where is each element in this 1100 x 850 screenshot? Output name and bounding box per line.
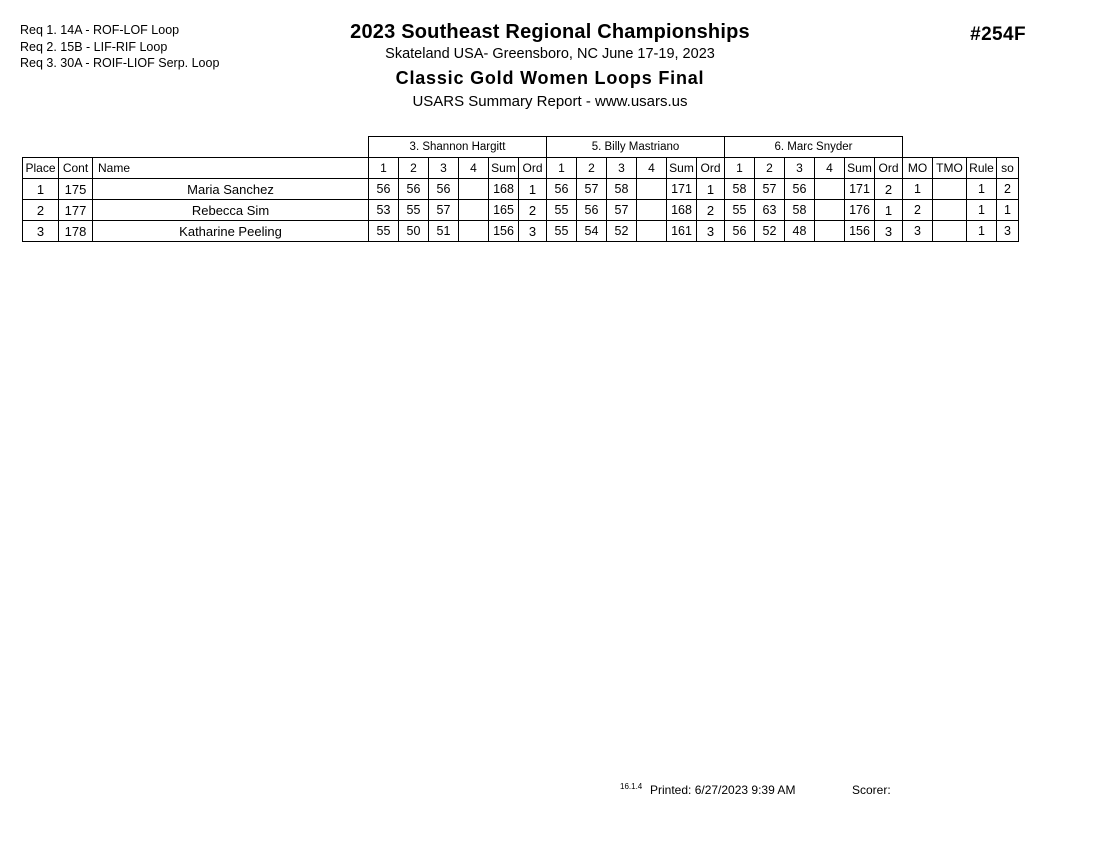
header-j2-score-1: 1 [547, 158, 577, 179]
header-j1-score-2: 2 [399, 158, 429, 179]
cell-j2-score-4 [637, 179, 667, 200]
header-j2-score-2: 2 [577, 158, 607, 179]
cell-j3-score-2: 52 [755, 221, 785, 242]
spacer-cell [93, 137, 369, 158]
cell-cont: 178 [59, 221, 93, 242]
judge-label-2: 5. Billy Mastriano [547, 137, 725, 158]
judge-label-1: 3. Shannon Hargitt [369, 137, 547, 158]
cell-tmo [933, 221, 967, 242]
cell-j3-score-4 [815, 221, 845, 242]
header-j3-score-1: 1 [725, 158, 755, 179]
cell-j2-ord: 2 [697, 200, 725, 221]
cell-place: 2 [23, 200, 59, 221]
table-row [23, 179, 1019, 200]
cell-name: Maria Sanchez [93, 179, 369, 200]
cell-j3-score-4 [815, 179, 845, 200]
header-place: Place [23, 158, 59, 179]
requirement-line: Req 2. 15B - LIF-RIF Loop [20, 39, 168, 54]
cell-tmo [933, 200, 967, 221]
cell-j1-score-2: 55 [399, 200, 429, 221]
header-so: so [997, 158, 1019, 179]
spacer-cell [23, 137, 59, 158]
cell-j3-score-1: 55 [725, 200, 755, 221]
cell-j3-score-1: 58 [725, 179, 755, 200]
header-j3-sum: Sum [845, 158, 875, 179]
scorer-label: Scorer: [852, 783, 891, 797]
cell-j3-sum: 171 [845, 179, 875, 200]
header-cont: Cont [59, 158, 93, 179]
judge-header-row [23, 137, 1019, 158]
cell-rule: 1 [967, 221, 997, 242]
header-j2-sum: Sum [667, 158, 697, 179]
header-mo: MO [903, 158, 933, 179]
event-number: #254F [970, 24, 1026, 45]
cell-j1-score-1: 55 [369, 221, 399, 242]
header-j1-ord: Ord [519, 158, 547, 179]
header-j2-score-3: 3 [607, 158, 637, 179]
cell-j2-score-3: 52 [607, 221, 637, 242]
cell-so: 3 [997, 221, 1019, 242]
cell-j1-score-4 [459, 179, 489, 200]
printed-timestamp: Printed: 6/27/2023 9:39 AM [650, 783, 796, 797]
cell-j1-score-2: 50 [399, 221, 429, 242]
cell-j2-score-1: 55 [547, 200, 577, 221]
cell-j1-score-3: 51 [429, 221, 459, 242]
header-rule: Rule [967, 158, 997, 179]
cell-j2-ord: 3 [697, 221, 725, 242]
spacer-cell [59, 137, 93, 158]
column-header-row [23, 158, 1019, 179]
page-title: 2023 Southeast Regional Championships [350, 21, 750, 43]
cell-j3-ord: 3 [875, 221, 903, 242]
cell-rule: 1 [967, 179, 997, 200]
cell-j2-score-2: 54 [577, 221, 607, 242]
cell-j2-score-3: 57 [607, 200, 637, 221]
header-j2-ord: Ord [697, 158, 725, 179]
cell-j1-score-4 [459, 221, 489, 242]
cell-j3-score-2: 57 [755, 179, 785, 200]
cell-j1-score-1: 53 [369, 200, 399, 221]
cell-j3-score-4 [815, 200, 845, 221]
report-subtitle: USARS Summary Report - www.usars.us [412, 93, 688, 110]
spacer-cell [903, 137, 933, 158]
cell-j2-ord: 1 [697, 179, 725, 200]
cell-j3-sum: 156 [845, 221, 875, 242]
score-table [22, 136, 1019, 242]
cell-j3-score-2: 63 [755, 200, 785, 221]
score-sheet [22, 136, 1019, 242]
cell-j1-ord: 2 [519, 200, 547, 221]
cell-j1-sum: 156 [489, 221, 519, 242]
cell-j1-score-4 [459, 200, 489, 221]
cell-j1-score-1: 56 [369, 179, 399, 200]
requirement-line: Req 3. 30A - ROIF-LIOF Serp. Loop [20, 56, 220, 70]
title-block [0, 20, 1100, 113]
header-j2-score-4: 4 [637, 158, 667, 179]
spacer-cell [997, 137, 1019, 158]
cell-j2-sum: 171 [667, 179, 697, 200]
header-j3-score-2: 2 [755, 158, 785, 179]
cell-rule: 1 [967, 200, 997, 221]
cell-j2-score-4 [637, 200, 667, 221]
cell-place: 1 [23, 179, 59, 200]
cell-tmo [933, 179, 967, 200]
cell-j3-score-3: 58 [785, 200, 815, 221]
cell-so: 1 [997, 200, 1019, 221]
cell-so: 2 [997, 179, 1019, 200]
cell-j3-sum: 176 [845, 200, 875, 221]
header-j1-score-4: 4 [459, 158, 489, 179]
event-title: Classic Gold Women Loops Final [395, 68, 705, 88]
header-j3-ord: Ord [875, 158, 903, 179]
requirement-line: Req 1. 14A - ROF-LOF Loop [20, 23, 180, 37]
cell-j3-ord: 1 [875, 200, 903, 221]
cell-j2-score-2: 57 [577, 179, 607, 200]
cell-mo: 3 [903, 221, 933, 242]
cell-j1-score-3: 56 [429, 179, 459, 200]
header-name: Name [93, 158, 369, 179]
header-j1-sum: Sum [489, 158, 519, 179]
cell-j3-score-1: 56 [725, 221, 755, 242]
header-j1-score-3: 3 [429, 158, 459, 179]
cell-j2-score-3: 58 [607, 179, 637, 200]
cell-j1-sum: 168 [489, 179, 519, 200]
judge-label-3: 6. Marc Snyder [725, 137, 903, 158]
version-label: 16.1.4 [620, 782, 643, 791]
cell-j2-sum: 168 [667, 200, 697, 221]
cell-j2-score-4 [637, 221, 667, 242]
cell-name: Rebecca Sim [93, 200, 369, 221]
cell-j1-ord: 1 [519, 179, 547, 200]
cell-j2-score-1: 56 [547, 179, 577, 200]
cell-j1-score-2: 56 [399, 179, 429, 200]
spacer-cell [967, 137, 997, 158]
cell-j3-score-3: 56 [785, 179, 815, 200]
cell-j2-score-1: 55 [547, 221, 577, 242]
table-row [23, 221, 1019, 242]
cell-place: 3 [23, 221, 59, 242]
cell-j2-score-2: 56 [577, 200, 607, 221]
cell-j3-ord: 2 [875, 179, 903, 200]
cell-mo: 2 [903, 200, 933, 221]
cell-j1-ord: 3 [519, 221, 547, 242]
cell-j3-score-3: 48 [785, 221, 815, 242]
venue-subtitle: Skateland USA- Greensboro, NC June 17-19, 2023 [385, 46, 715, 62]
table-row [23, 200, 1019, 221]
header-j3-score-4: 4 [815, 158, 845, 179]
cell-cont: 175 [59, 179, 93, 200]
spacer-cell [933, 137, 967, 158]
cell-cont: 177 [59, 200, 93, 221]
header-j3-score-3: 3 [785, 158, 815, 179]
cell-j1-score-3: 57 [429, 200, 459, 221]
cell-mo: 1 [903, 179, 933, 200]
cell-name: Katharine Peeling [93, 221, 369, 242]
header-tmo: TMO [933, 158, 967, 179]
cell-j1-sum: 165 [489, 200, 519, 221]
header-j1-score-1: 1 [369, 158, 399, 179]
cell-j2-sum: 161 [667, 221, 697, 242]
